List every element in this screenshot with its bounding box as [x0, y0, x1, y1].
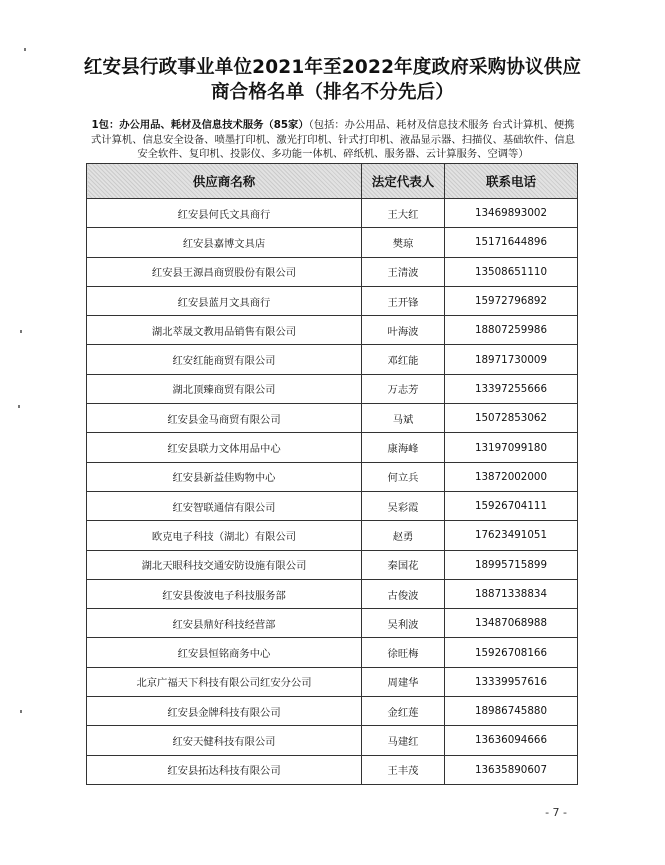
table-row — [87, 228, 578, 257]
cell-supplier-name: 红安红能商贸有限公司 — [87, 345, 362, 374]
cell-legal-representative: 赵勇 — [362, 521, 445, 550]
cell-legal-representative: 康海峰 — [362, 433, 445, 462]
scan-speck — [20, 710, 22, 713]
cell-supplier-name: 红安县金马商贸有限公司 — [87, 404, 362, 433]
package-details: （包括：办公用品、耗材及信息技术服务 台式计算机、便携式计算机、信息安全设备、喷墨打印机、激光打印机、针式打印机、液晶显示器、扫描仪、基础软件、信息安全软件、复印机、投影仪、多功能一体机、碎纸机、服务器、云计算服务、空调等） — [91, 119, 575, 161]
table-row — [87, 257, 578, 286]
cell-legal-representative: 周建华 — [362, 667, 445, 696]
document-title — [60, 55, 605, 105]
table-row — [87, 755, 578, 784]
cell-legal-representative: 樊琼 — [362, 228, 445, 257]
cell-legal-representative: 吴利波 — [362, 609, 445, 638]
scan-speck — [18, 405, 20, 408]
cell-legal-representative: 何立兵 — [362, 462, 445, 491]
cell-supplier-name: 红安县恒铭商务中心 — [87, 638, 362, 667]
cell-supplier-name: 红安县鼎好科技经营部 — [87, 609, 362, 638]
cell-phone: 13636094666 — [445, 726, 578, 755]
cell-legal-representative: 叶海波 — [362, 316, 445, 345]
table-row — [87, 404, 578, 433]
cell-phone: 18871338834 — [445, 579, 578, 608]
scan-speck — [20, 330, 22, 333]
table-row — [87, 199, 578, 228]
cell-supplier-name: 红安县拓达科技有限公司 — [87, 755, 362, 784]
cell-supplier-name: 红安智联通信有限公司 — [87, 491, 362, 520]
table-row — [87, 550, 578, 579]
table-row — [87, 462, 578, 491]
cell-legal-representative: 吴彩霞 — [362, 491, 445, 520]
cell-phone: 18971730009 — [445, 345, 578, 374]
table-row — [87, 579, 578, 608]
cell-phone: 13872002000 — [445, 462, 578, 491]
cell-supplier-name: 红安县蓝月文具商行 — [87, 286, 362, 315]
cell-phone: 13487068988 — [445, 609, 578, 638]
page-number: - 7 - — [545, 806, 567, 819]
cell-phone: 15072853062 — [445, 404, 578, 433]
scan-speck — [24, 48, 26, 51]
table-row — [87, 316, 578, 345]
table-row — [87, 609, 578, 638]
cell-phone: 13197099180 — [445, 433, 578, 462]
cell-legal-representative: 徐旺梅 — [362, 638, 445, 667]
cell-phone: 18986745880 — [445, 697, 578, 726]
cell-legal-representative: 古俊波 — [362, 579, 445, 608]
header-supplier-name: 供应商名称 — [87, 164, 362, 199]
table-row — [87, 491, 578, 520]
cell-phone: 18995715899 — [445, 550, 578, 579]
cell-phone: 13635890607 — [445, 755, 578, 784]
cell-legal-representative: 王开锋 — [362, 286, 445, 315]
cell-legal-representative: 秦国花 — [362, 550, 445, 579]
cell-phone: 13469893002 — [445, 199, 578, 228]
cell-legal-representative: 王丰茂 — [362, 755, 445, 784]
package-heading: 1包：办公用品、耗材及信息技术服务（85家） — [91, 119, 309, 131]
cell-phone: 15171644896 — [445, 228, 578, 257]
table-row — [87, 697, 578, 726]
cell-phone: 18807259986 — [445, 316, 578, 345]
table-row — [87, 521, 578, 550]
cell-supplier-name: 红安县俊波电子科技服务部 — [87, 579, 362, 608]
cell-legal-representative: 马斌 — [362, 404, 445, 433]
cell-supplier-name: 欧克电子科技（湖北）有限公司 — [87, 521, 362, 550]
cell-supplier-name: 湖北顶臻商贸有限公司 — [87, 374, 362, 403]
package-description — [88, 118, 578, 162]
cell-supplier-name: 湖北萃晟文教用品销售有限公司 — [87, 316, 362, 345]
table-row — [87, 726, 578, 755]
cell-phone: 15926704111 — [445, 491, 578, 520]
cell-phone: 15972796892 — [445, 286, 578, 315]
supplier-table — [86, 163, 578, 785]
table-row — [87, 286, 578, 315]
cell-supplier-name: 红安县何氏文具商行 — [87, 199, 362, 228]
cell-phone: 15926708166 — [445, 638, 578, 667]
title-line-2: 商合格名单（排名不分先后） — [210, 82, 455, 103]
table-row — [87, 345, 578, 374]
table-row — [87, 638, 578, 667]
cell-supplier-name: 湖北天眼科技交通安防设施有限公司 — [87, 550, 362, 579]
header-legal-representative: 法定代表人 — [362, 164, 445, 199]
cell-phone: 13508651110 — [445, 257, 578, 286]
cell-supplier-name: 红安县联力文体用品中心 — [87, 433, 362, 462]
table-row — [87, 374, 578, 403]
cell-supplier-name: 红安县金牌科技有限公司 — [87, 697, 362, 726]
table-header-row — [87, 164, 578, 199]
cell-legal-representative: 金红莲 — [362, 697, 445, 726]
cell-supplier-name: 红安县王源昌商贸股份有限公司 — [87, 257, 362, 286]
cell-phone: 13339957616 — [445, 667, 578, 696]
cell-legal-representative: 王大红 — [362, 199, 445, 228]
cell-supplier-name: 北京广福天下科技有限公司红安分公司 — [87, 667, 362, 696]
cell-legal-representative: 万志芳 — [362, 374, 445, 403]
cell-phone: 13397255666 — [445, 374, 578, 403]
header-phone: 联系电话 — [445, 164, 578, 199]
table-row — [87, 433, 578, 462]
table-row — [87, 667, 578, 696]
cell-legal-representative: 邓红能 — [362, 345, 445, 374]
title-line-1: 红安县行政事业单位2021年至2022年度政府采购协议供应 — [83, 57, 582, 78]
cell-legal-representative: 王清波 — [362, 257, 445, 286]
cell-supplier-name: 红安县新益佳购物中心 — [87, 462, 362, 491]
cell-phone: 17623491051 — [445, 521, 578, 550]
cell-legal-representative: 马建红 — [362, 726, 445, 755]
cell-supplier-name: 红安天健科技有限公司 — [87, 726, 362, 755]
cell-supplier-name: 红安县嘉博文具店 — [87, 228, 362, 257]
